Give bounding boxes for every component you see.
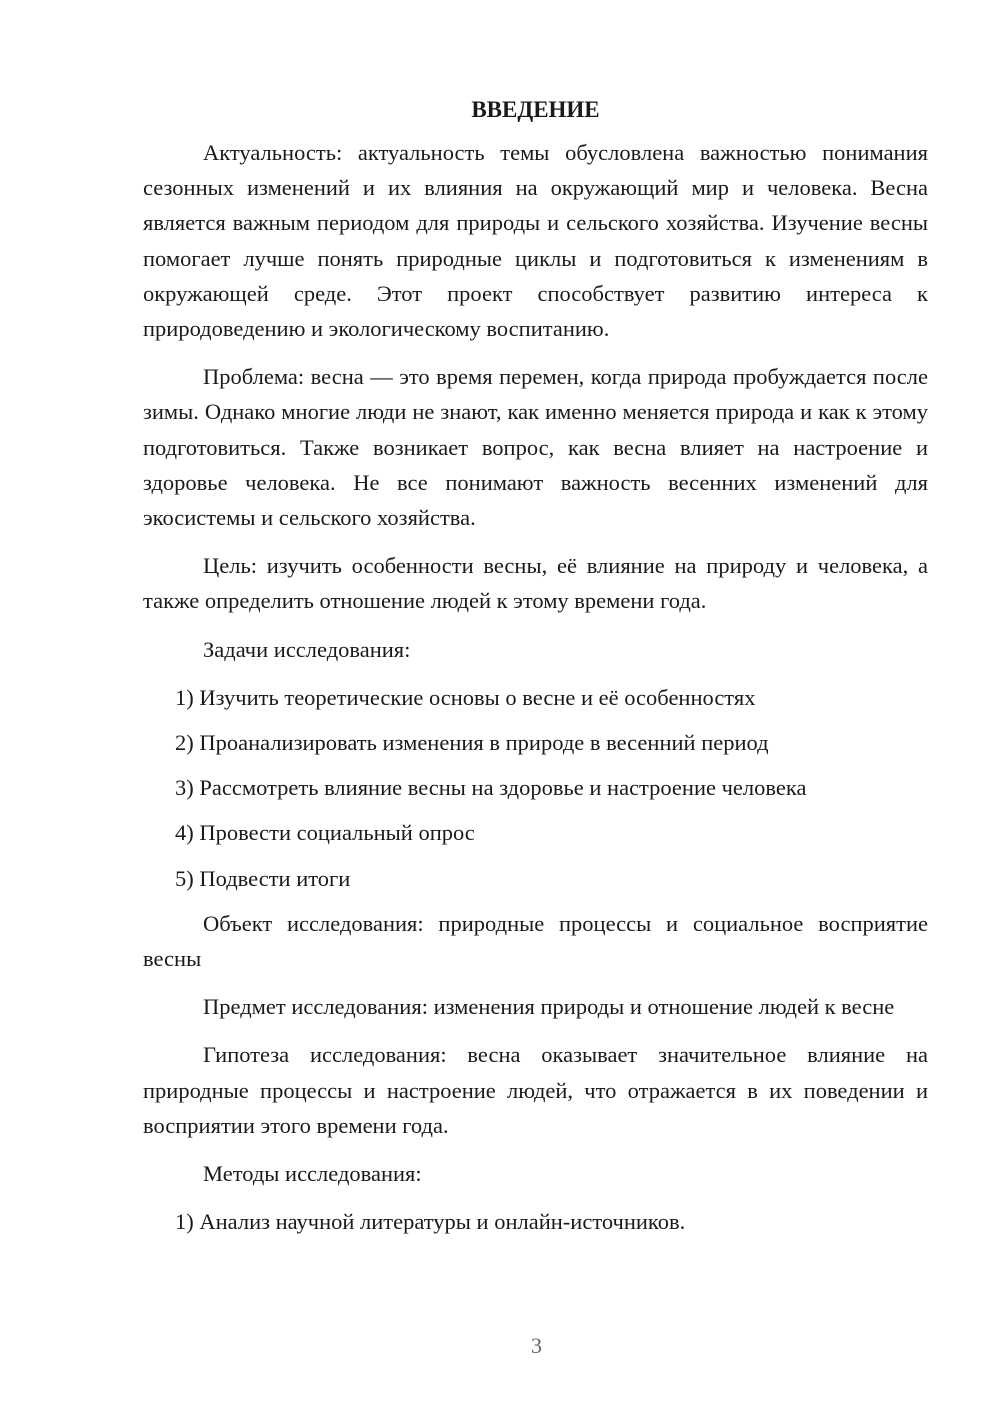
page-number: 3 <box>531 1333 542 1358</box>
task-item: 1) Изучить теоретические основы о весне и её особенностях <box>175 684 756 710</box>
goal-paragraph: Цель: изучить особенности весны, её влияние на природу и человека, а также определить отношение людей к этому времени года. <box>143 553 928 614</box>
tasks-list <box>143 680 928 896</box>
relevance-paragraph: Актуальность: актуальность темы обусловлена важностью понимания сезонных изменений и их влияния на окружающий мир и человека. Весна является важным периодом для природы и сельского хозяйства. Изучение весны помогает лучше понять природные циклы и подготовиться к изменениям в окружающей среде. Этот проект способствует развитию интереса к природоведению и экологическому воспитанию. <box>143 140 928 342</box>
section-title: ВВЕДЕНИЕ <box>471 97 600 122</box>
subject-paragraph: Предмет исследования: изменения природы и отношение людей к весне <box>203 994 895 1020</box>
task-item: 4) Провести социальный опрос <box>175 820 475 846</box>
task-item: 2) Проанализировать изменения в природе в весенний период <box>175 730 769 756</box>
hypothesis-paragraph: Гипотеза исследования: весна оказывает значительное влияние на природные процессы и настроение людей, что отражается в их поведении и восприятии этого времени года. <box>143 1042 928 1138</box>
method-item: 1) Анализ научной литературы и онлайн-источников. <box>175 1209 686 1235</box>
object-paragraph: Объект исследования: природные процессы и социальное восприятие весны <box>143 910 928 972</box>
methods-heading: Методы исследования: <box>203 1161 422 1187</box>
task-item: 3) Рассмотреть влияние весны на здоровье и настроение человека <box>175 775 807 801</box>
methods-list <box>143 1204 928 1239</box>
tasks-heading: Задачи исследования: <box>203 636 411 662</box>
problem-paragraph: Проблема: весна — это время перемен, когда природа пробуждается после зимы. Однако многие люди не знают, как именно меняется природа и как к этому подготовиться. Также возникает вопрос, как весна влияет на настроение и здоровье человека. Не все понимают важность весенних изменений для экосистемы и сельского хозяйства. <box>143 364 928 531</box>
document-page <box>143 92 928 1249</box>
task-item: 5) Подвести итоги <box>175 865 351 891</box>
